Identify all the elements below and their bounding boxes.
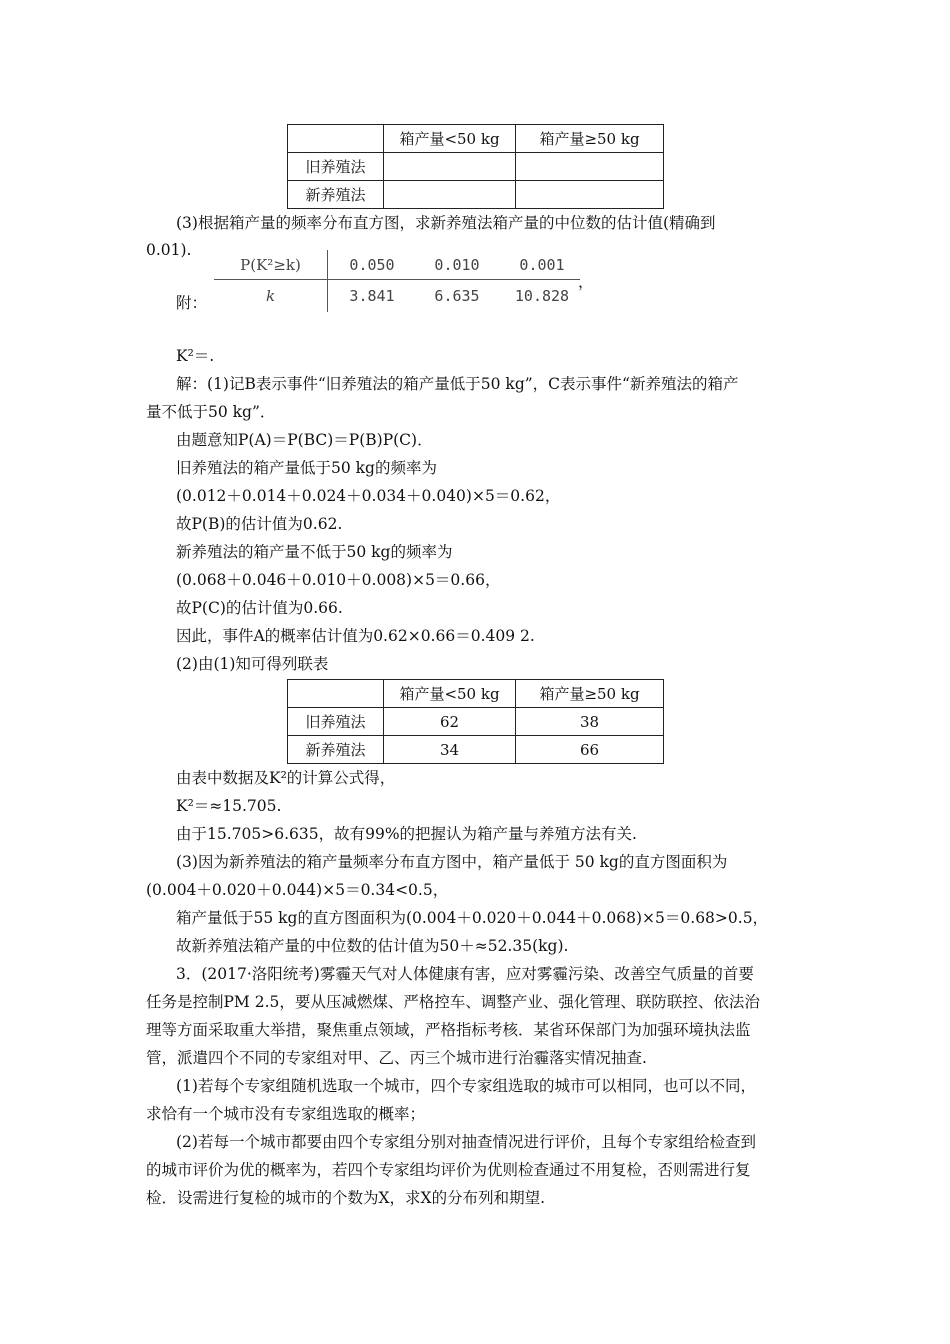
- question-3-text-cont: 0.01).: [146, 241, 192, 259]
- solution-text: (0.004＋0.020＋0.044)×5＝0.34<0.5，: [146, 881, 449, 899]
- solution-text: 因此，事件A的概率估计值为0.62×0.66＝0.409 2.: [176, 627, 535, 645]
- table-row-label: 新养殖法: [288, 181, 384, 209]
- appendix-label: 附：: [176, 294, 208, 312]
- table-trailing-punct: ，: [578, 273, 594, 291]
- solution-text: 由于15.705>6.635，故有99%的把握认为箱产量与养殖方法有关.: [176, 825, 637, 843]
- solution-text: 解：(1)记B表示事件“旧养殖法的箱产量低于50 kg”，C表示事件“新养殖法的箱产: [176, 375, 739, 393]
- table-cell: [516, 153, 664, 181]
- solution-text: 旧养殖法的箱产量低于50 kg的频率为: [176, 459, 437, 477]
- table-cell: 0.010: [434, 256, 480, 274]
- table-header-cell: 箱产量<50 kg: [384, 680, 516, 708]
- table-row-label: 旧养殖法: [288, 153, 384, 181]
- k2-formula: K²＝.: [176, 347, 215, 365]
- table-cell: 66: [516, 736, 664, 764]
- problem-3-text: 求恰有一个城市没有专家组选取的概率；: [146, 1105, 426, 1123]
- table-header-cell: 箱产量<50 kg: [384, 125, 516, 153]
- table-row: [288, 680, 664, 708]
- problem-3-text: 的城市评价为优的概率为，若四个专家组均评价为优则检查通过不用复检，否则需进行复: [146, 1161, 751, 1179]
- solution-text: K²＝≈15.705.: [176, 797, 282, 815]
- table-cell: 6.635: [434, 287, 480, 305]
- solution-text: 箱产量低于55 kg的直方图面积为(0.004＋0.020＋0.044＋0.068)×5＝0.68>0.5，: [176, 909, 769, 927]
- table-cell: 0.050: [349, 256, 395, 274]
- table-cell: [516, 181, 664, 209]
- table-cell: 34: [384, 736, 516, 764]
- contingency-table-empty: [287, 124, 664, 209]
- table-cell: 62: [384, 708, 516, 736]
- solution-text: (0.068＋0.046＋0.010＋0.008)×5＝0.66，: [176, 571, 501, 589]
- table-row-label: k: [265, 287, 276, 305]
- critical-value-table: [214, 250, 580, 312]
- solution-text: 故新养殖法箱产量的中位数的估计值为50＋≈52.35(kg).: [176, 937, 569, 955]
- contingency-table-filled: [287, 679, 664, 764]
- solution-text: (0.012＋0.014＋0.024＋0.034＋0.040)×5＝0.62，: [176, 487, 561, 505]
- table-row: [288, 708, 664, 736]
- table-cell: [288, 680, 384, 708]
- table-header-cell: 箱产量≥50 kg: [516, 680, 664, 708]
- table-cell: 3.841: [349, 287, 395, 305]
- question-3-text: (3)根据箱产量的频率分布直方图，求新养殖法箱产量的中位数的估计值(精确到: [176, 214, 716, 232]
- table-row-label: 新养殖法: [288, 736, 384, 764]
- solution-text: 量不低于50 kg”．: [146, 403, 276, 421]
- solution-text: (2)由(1)知可得列联表: [176, 655, 329, 673]
- solution-text: 由题意知P(A)＝P(BC)＝P(B)P(C)．: [176, 431, 433, 449]
- table-cell: 38: [516, 708, 664, 736]
- problem-3-text: 检．设需进行复检的城市的个数为X，求X的分布列和期望.: [146, 1189, 545, 1207]
- solution-text: (3)因为新养殖法的箱产量频率分布直方图中，箱产量低于 50 kg的直方图面积为: [176, 853, 728, 871]
- problem-3-text: 任务是控制PM 2.5，要从压减燃煤、严格控车、调整产业、强化管理、联防联控、依法治: [146, 993, 760, 1011]
- table-cell: [288, 125, 384, 153]
- solution-text: 新养殖法的箱产量不低于50 kg的频率为: [176, 543, 453, 561]
- table-cell: 0.001: [519, 256, 565, 274]
- table-row: [214, 250, 580, 280]
- table-row-label: 旧养殖法: [288, 708, 384, 736]
- table-row: [214, 281, 580, 311]
- problem-3-text: 理等方面采取重大举措，聚焦重点领域，严格指标考核．某省环保部门为加强环境执法监: [146, 1021, 751, 1039]
- problem-3-text: 3．(2017·洛阳统考)雾霾天气对人体健康有害，应对雾霾污染、改善空气质量的首要: [176, 965, 754, 983]
- table-row-label: P(K²≥k): [240, 256, 301, 274]
- table-cell: 10.828: [514, 287, 570, 305]
- problem-3-text: (2)若每一个城市都要由四个专家组分别对抽查情况进行评价，且每个专家组给检查到: [176, 1133, 756, 1151]
- table-row: [288, 181, 664, 209]
- table-cell: [384, 153, 516, 181]
- table-cell: [384, 181, 516, 209]
- problem-3-text: 管，派遣四个不同的专家组对甲、乙、丙三个城市进行治霾落实情况抽查.: [146, 1049, 647, 1067]
- solution-text: 由表中数据及K²的计算公式得，: [176, 769, 396, 787]
- problem-3-text: (1)若每个专家组随机选取一个城市，四个专家组选取的城市可以相同，也可以不同，: [176, 1077, 756, 1095]
- table-row: [288, 125, 664, 153]
- solution-text: 故P(B)的估计值为0.62.: [176, 515, 343, 533]
- solution-text: 故P(C)的估计值为0.66.: [176, 599, 343, 617]
- table-row: [288, 153, 664, 181]
- table-row: [288, 736, 664, 764]
- table-header-cell: 箱产量≥50 kg: [516, 125, 664, 153]
